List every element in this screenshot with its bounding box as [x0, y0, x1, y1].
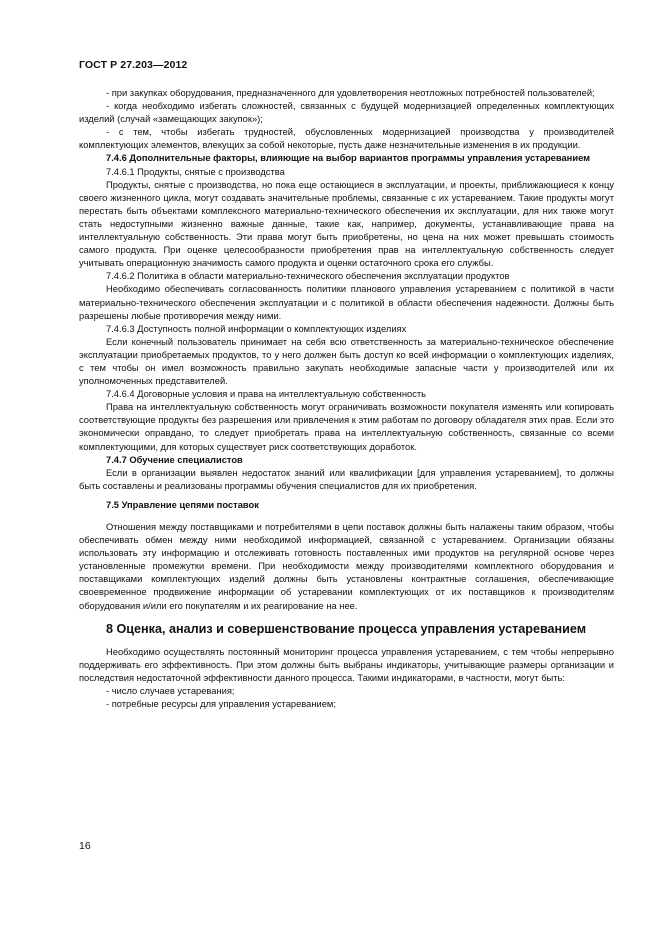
paragraph: Необходимо обеспечивать согласованность политики планового управления устареванием с политикой в части материально-технического обеспечения эксплуатации и с политикой в области обеспечения надежности. Должны быть разрешены любые противоречия между ними.: [79, 284, 614, 321]
subsection-heading-7-4-6-3: 7.4.6.3 Доступность полной информации о комплектующих изделиях: [106, 323, 407, 334]
document-header-id: ГОСТ Р 27.203—2012: [79, 59, 188, 71]
subsection-heading-7-4-6-1: 7.4.6.1 Продукты, снятые с производства: [106, 166, 285, 177]
spacer: [79, 613, 614, 622]
bullet-item: - при закупках оборудования, предназначенного для удовлетворения неотложных потребностей пользователей;: [106, 88, 595, 98]
section-heading-7-4-7: 7.4.7 Обучение специалистов: [106, 454, 243, 465]
paragraph: Если конечный пользователь принимает на себя всю ответственность за материально-техническое обеспечение эксплуатации приобретаемых продуктов, то у него должен быть доступ ко всей информации о комплектующих изделиях, с тем чтобы он имел возможность правильно закупать необходимые запасные части у производителей или их уполномоченных представителей.: [79, 336, 614, 387]
paragraph: Необходимо осуществлять постоянный мониторинг процесса управления устареванием, с тем чтобы непрерывно поддерживать его эффективность. При этом должны быть выбраны индикаторы, учитывающие размеры организации и последствия недостаточной эффективности данного процесса. Такими индикаторами, в частности, могут быть:: [79, 646, 614, 683]
section-heading-7-4-6: 7.4.6 Дополнительные факторы, влияющие на выбор вариантов программы управления устареванием: [106, 153, 591, 164]
bullet-item: - когда необходимо избегать сложностей, связанных с будущей модернизацией определенных комплектующих изделий (случай «замещающих закупок»);: [79, 101, 614, 125]
bullet-item: - с тем, чтобы избегать трудностей, обусловленных модернизацией производства у производителей комплектующих элементов, влекущих за собой некоторые, пусть даже незначительные изменения в их продукции.: [79, 127, 614, 151]
chapter-heading-8: 8 Оценка, анализ и совершенствование процесса управления устареванием: [106, 621, 587, 636]
section-heading-7-5: 7.5 Управление цепями поставок: [106, 499, 259, 510]
subsection-heading-7-4-6-4: 7.4.6.4 Договорные условия и права на интеллектуальную собственность: [106, 389, 427, 400]
paragraph: Права на интеллектуальную собственность могут ограничивать возможности покупателя изменять или копировать соответствующие продукты без разрешения или привлечения к этим работам по договору обладателя этих прав. Если это экономически оправдано, то следует приобретать права на интеллектуальную собственность, связанные со всеми комплектующими, для которых существует риск соответствующих доработок.: [79, 402, 614, 452]
bullet-item: - потребные ресурсы для управления устареванием;: [106, 699, 336, 710]
page-number: 16: [79, 840, 91, 852]
subsection-heading-7-4-6-2: 7.4.6.2 Политика в области материально-технического обеспечения эксплуатации продуктов: [106, 271, 510, 282]
document-body: [79, 87, 614, 711]
spacer: [79, 512, 614, 521]
paragraph: Отношения между поставщиками и потребителями в цепи поставок должны быть налажены таким образом, чтобы обеспечивать обмен между ними необходимой информацией, связанной с устареванием. Организации обязаны использовать эту информацию и отслеживать готовность поставленных ими продуктов на регулярной основе через установленные промежутки времени. При необходимости между производителями комплектного оборудования и поставщиками комплектующих изделий должны быть установлены контрактные соглашения, обеспечивающие своевременное продвижение информации об устаревании комплектующих от их поставщиков к производителям оборудования и/или его покупателям и их реагирование на нее.: [79, 522, 614, 611]
bullet-item: - число случаев устаревания;: [106, 685, 235, 696]
spacer: [79, 637, 614, 646]
paragraph: Продукты, снятые с производства, но пока еще остающиеся в эксплуатации, и проекты, приближающиеся к концу своего жизненного цикла, могут создавать значительные проблемы, связанные с их устареванием. Такие продукты могут перестать быть объектами комплексного материально-технического обеспечения их эксплуатации, для них также могут стать недоступными жизненно важные данные, такие как, например, документы, устанавливающие права на интеллектуальную собственность. Эти права могут быть приобретены, но цена на них может превышать стоимость самого продукта. При оценке целесообразности приобретения прав на интеллектуальную собственность следует учитывать операционную значимость самого продукта и оценки остаточного срока его службы.: [79, 179, 614, 269]
paragraph: Если в организации выявлен недостаток знаний или квалификации [для управления устареванием], то должны быть составлены и реализованы программы обучения специалистов для их приобретения.: [79, 467, 614, 491]
